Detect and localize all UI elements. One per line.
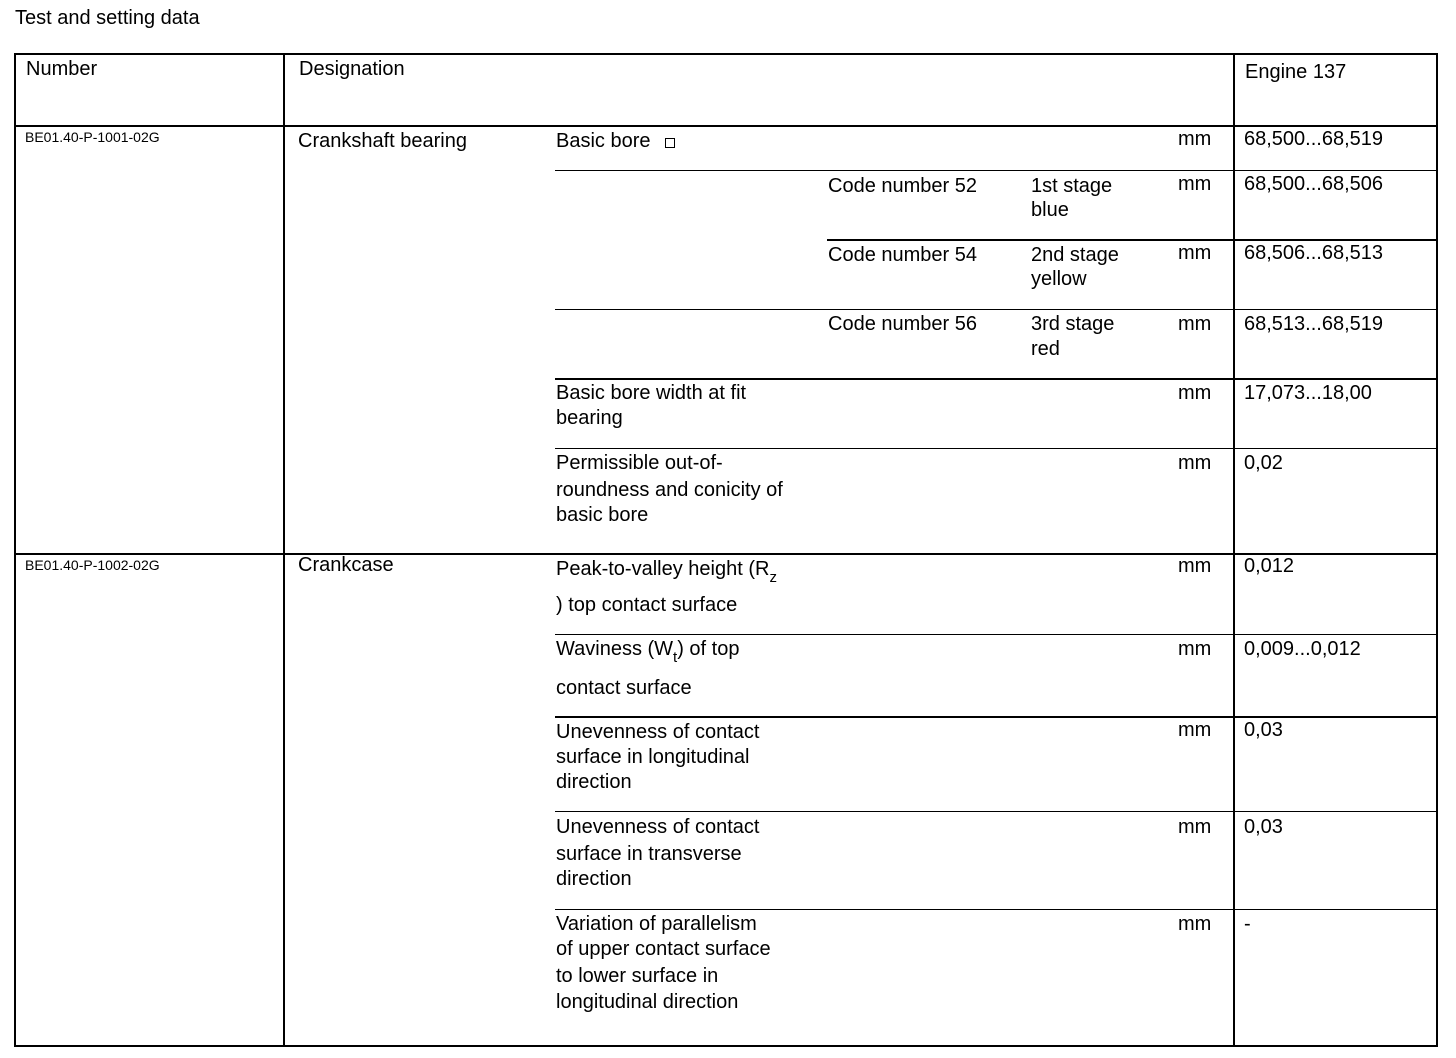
- row-divider: [555, 170, 1438, 171]
- header-engine: Engine 137: [1245, 61, 1347, 83]
- row-label: Waviness (W: [556, 638, 674, 660]
- row-label: contact surface: [556, 677, 692, 699]
- square-symbol-icon: [665, 138, 675, 148]
- row-value: 68,500...68,506: [1244, 173, 1384, 195]
- row-label: direction: [556, 771, 632, 793]
- stage-color: yellow: [1031, 268, 1087, 290]
- row-value: 0,009...0,012: [1244, 638, 1361, 660]
- stage-color: red: [1031, 338, 1060, 360]
- group-number: BE01.40-P-1002-02G: [25, 557, 160, 573]
- row-value: 68,500...68,519: [1244, 128, 1384, 150]
- row-unit: mm: [1178, 719, 1212, 741]
- row-unit: mm: [1178, 555, 1212, 577]
- group-name: Crankcase: [298, 554, 394, 576]
- row-label: bearing: [556, 407, 623, 429]
- row-unit: mm: [1178, 816, 1212, 838]
- row-value: 17,073...18,00: [1244, 382, 1372, 404]
- stage-label: 1st stage: [1031, 175, 1113, 197]
- row-unit: mm: [1178, 638, 1212, 660]
- row-label: surface in longitudinal: [556, 746, 750, 768]
- row-value: 68,513...68,519: [1244, 313, 1384, 335]
- row-label: Unevenness of contact: [556, 721, 760, 743]
- row-value: -: [1244, 913, 1251, 935]
- row-label: Basic bore width at fit: [556, 382, 747, 404]
- row-value: 0,02: [1244, 452, 1283, 474]
- code-number: Code number 54: [828, 244, 977, 266]
- row-label: Unevenness of contact: [556, 816, 760, 838]
- row-divider: [555, 634, 1438, 635]
- column-divider: [283, 53, 285, 1047]
- row-value: 0,012: [1244, 555, 1295, 577]
- row-label: roundness and conicity of: [556, 479, 783, 501]
- page-title: Test and setting data: [15, 7, 200, 29]
- row-divider: [555, 909, 1438, 910]
- stage-label: 3rd stage: [1031, 313, 1115, 335]
- row-value: 68,506...68,513: [1244, 242, 1384, 264]
- subscript: z: [769, 569, 777, 586]
- row-label: surface in transverse: [556, 843, 742, 865]
- code-number: Code number 52: [828, 175, 977, 197]
- row-divider: [555, 448, 1438, 449]
- row-value: 0,03: [1244, 816, 1283, 838]
- row-divider: [555, 309, 1438, 310]
- subscript: t: [673, 649, 678, 666]
- row-label: to lower surface in: [556, 965, 719, 987]
- row-label: longitudinal direction: [556, 991, 739, 1013]
- row-label: Permissible out-of-: [556, 452, 723, 474]
- header-designation: Designation: [299, 58, 405, 80]
- row-unit: mm: [1178, 242, 1212, 264]
- row-label: of upper contact surface: [556, 938, 771, 960]
- row-unit: mm: [1178, 452, 1212, 474]
- column-divider: [1233, 53, 1235, 1047]
- row-label: Variation of parallelism: [556, 913, 757, 935]
- row-unit: mm: [1178, 382, 1212, 404]
- row-divider: [555, 716, 1438, 718]
- table-frame: [14, 53, 1438, 1047]
- header-divider: [14, 125, 1438, 127]
- row-label: Peak-to-valley height (R: [556, 558, 770, 580]
- row-label: ) of top: [677, 638, 740, 660]
- stage-color: blue: [1031, 199, 1069, 221]
- row-label: direction: [556, 868, 632, 890]
- row-label: Basic bore: [556, 130, 651, 152]
- row-label: basic bore: [556, 504, 649, 526]
- row-unit: mm: [1178, 173, 1212, 195]
- row-divider: [555, 378, 1438, 380]
- row-value: 0,03: [1244, 719, 1283, 741]
- header-number: Number: [26, 58, 98, 80]
- row-label: ) top contact surface: [556, 594, 738, 616]
- row-divider: [555, 811, 1438, 812]
- group-number: BE01.40-P-1001-02G: [25, 129, 160, 145]
- row-unit: mm: [1178, 128, 1212, 150]
- group-name: Crankshaft bearing: [298, 130, 467, 152]
- group-divider: [14, 553, 1438, 555]
- row-unit: mm: [1178, 313, 1212, 335]
- row-unit: mm: [1178, 913, 1212, 935]
- code-number: Code number 56: [828, 313, 977, 335]
- stage-label: 2nd stage: [1031, 244, 1119, 266]
